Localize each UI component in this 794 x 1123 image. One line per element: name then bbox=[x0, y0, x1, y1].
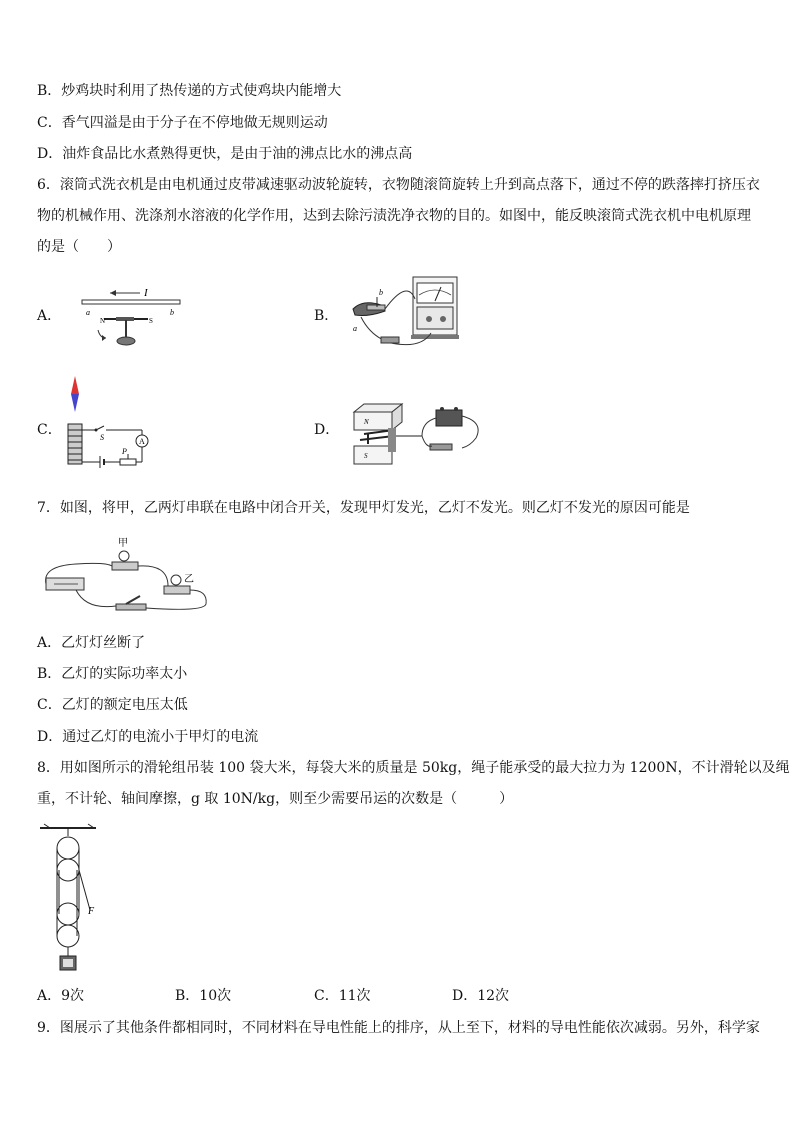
q8-option-a: A．9次 bbox=[37, 988, 85, 1004]
svg-text:A: A bbox=[139, 437, 145, 446]
q5-option-b: B．炒鸡块时利用了热传递的方式使鸡块内能增大 bbox=[37, 83, 342, 99]
q7-option-d: D．通过乙灯的电流小于甲灯的电流 bbox=[37, 729, 259, 745]
q7-option-a: A．乙灯灯丝断了 bbox=[37, 635, 146, 651]
q8-option-d: D．12次 bbox=[452, 988, 510, 1004]
q8-stem-line-1: 8．用如图所示的滑轮组吊装 100 袋大米，每袋大米的质量是 50kg，绳子能承受的最大拉力为 1200N，不计滑轮以及绳 bbox=[37, 760, 790, 776]
svg-text:S: S bbox=[100, 433, 104, 442]
q9-stem-line-1: 9．图展示了其他条件都相同时，不同材料在导电性能上的排序，从上至下，材料的导电性能依次减弱。另外，科学家 bbox=[37, 1020, 760, 1036]
q6-figure-c-electromagnet-circuit bbox=[62, 374, 157, 472]
q6-stem-line-1: 6．滚筒式洗衣机是由电机通过皮带减速驱动波轮旋转，衣物随滚筒旋转上升到高点落下，通过不停的跌落摔打挤压衣 bbox=[37, 177, 760, 193]
q7-option-b: B．乙灯的实际功率太小 bbox=[37, 666, 188, 682]
q6-stem-line-3: 的是（ ） bbox=[37, 239, 121, 255]
svg-text:S: S bbox=[149, 317, 153, 325]
q5-option-d: D．油炸食品比水煮熟得更快，是由于油的沸点比水的沸点高 bbox=[37, 146, 413, 162]
svg-text:P: P bbox=[122, 447, 127, 456]
q7-stem: 7．如图，将甲，乙两灯串联在电路中闭合开关，发现甲灯发光，乙灯不发光。则乙灯不发光的原因可能是 bbox=[37, 500, 690, 516]
svg-text:S: S bbox=[364, 452, 368, 460]
svg-text:N: N bbox=[100, 317, 106, 325]
q6-figure-d-motor-magnet bbox=[350, 400, 490, 468]
q8-figure-pulley-system bbox=[38, 822, 100, 972]
svg-text:N: N bbox=[364, 418, 369, 426]
svg-text:乙: 乙 bbox=[184, 574, 194, 585]
svg-text:a: a bbox=[86, 308, 90, 317]
q6-figure-a-oersted bbox=[80, 282, 182, 350]
q6-figure-b-galvanometer bbox=[347, 273, 467, 351]
q6-option-a-label: A． bbox=[37, 308, 62, 324]
svg-text:a: a bbox=[353, 324, 357, 333]
q8-option-b: B．10次 bbox=[175, 988, 232, 1004]
q6-stem-line-2: 物的机械作用、洗涤剂水溶液的化学作用，达到去除污渍洗净衣物的目的。如图中，能反映滚筒式洗衣机中电机原理 bbox=[37, 208, 751, 224]
q8-stem-line-2: 重，不计轮、轴间摩擦，g 取 10N/kg，则至少需要吊运的次数是（ ） bbox=[37, 791, 514, 807]
q6-option-d-label: D． bbox=[314, 422, 340, 438]
svg-text:I: I bbox=[144, 287, 148, 299]
svg-text:b: b bbox=[379, 288, 383, 297]
q6-option-c-label: C． bbox=[37, 422, 62, 438]
svg-text:F: F bbox=[88, 906, 95, 917]
q7-option-c: C．乙灯的额定电压太低 bbox=[37, 697, 188, 713]
svg-text:b: b bbox=[170, 308, 174, 317]
q7-figure-series-lamps bbox=[40, 534, 212, 616]
q5-option-c: C．香气四溢是由于分子在不停地做无规则运动 bbox=[37, 115, 328, 131]
svg-text:甲: 甲 bbox=[118, 538, 128, 549]
q8-option-c: C．11次 bbox=[314, 988, 371, 1004]
q6-option-b-label: B． bbox=[314, 308, 339, 324]
